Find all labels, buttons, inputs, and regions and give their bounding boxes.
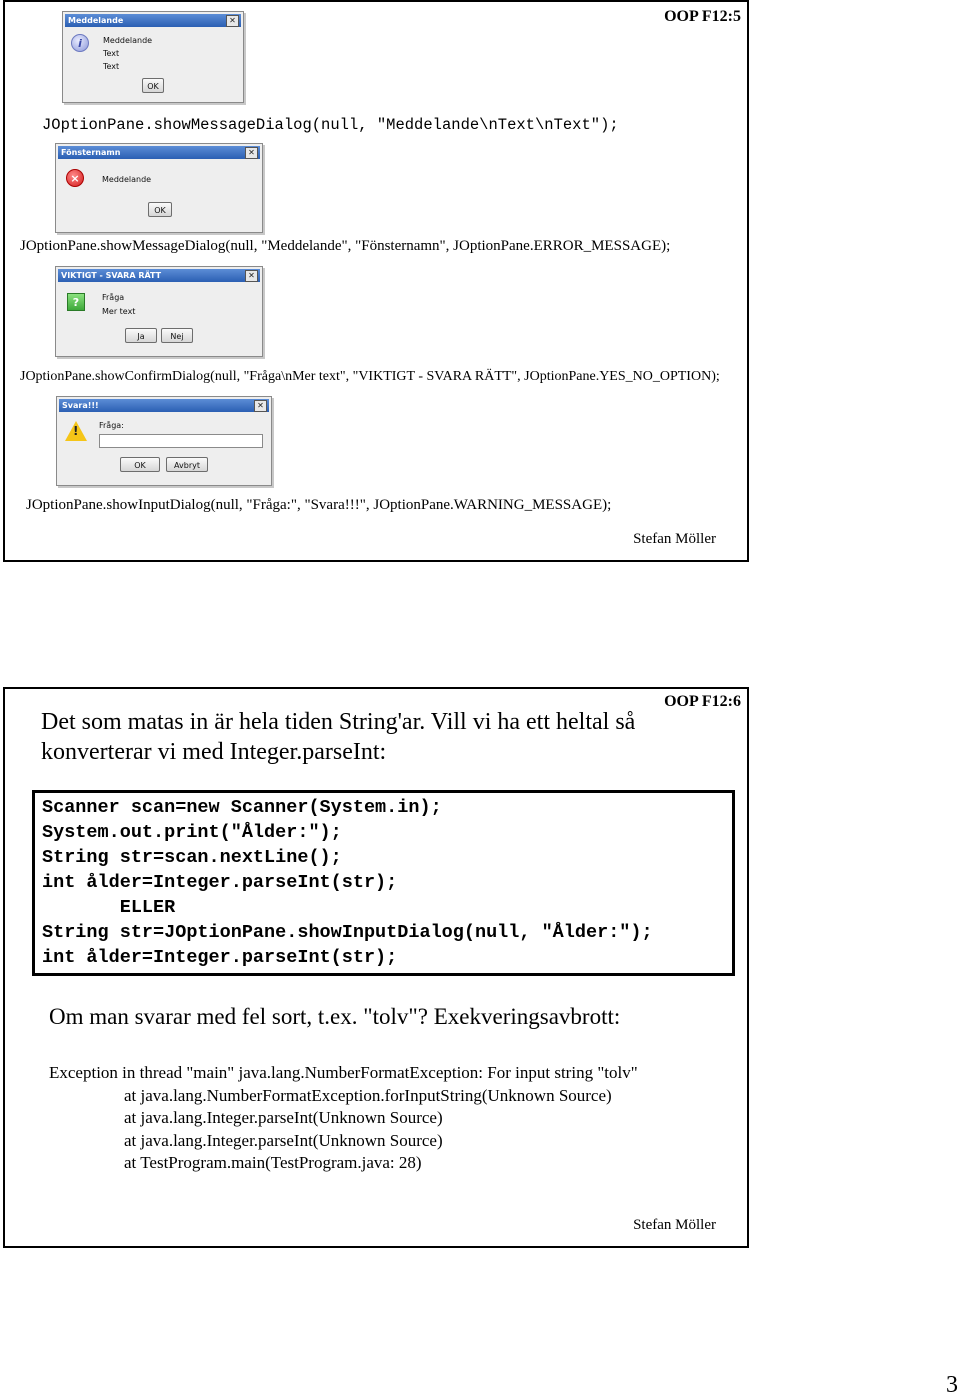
code-caption: JOptionPane.showInputDialog(null, "Fråga:", "Svara!!!", JOptionPane.WARNING_MESSAGE); [26, 497, 612, 513]
ok-button[interactable]: OK [148, 202, 172, 217]
cancel-button[interactable]: Avbryt [166, 457, 208, 472]
dialog-message-line: Fråga [102, 293, 125, 302]
confirm-dialog [55, 266, 263, 357]
stack-trace-line: Exception in thread "main" java.lang.NumberFormatException: For input string "tolv" [49, 1063, 638, 1082]
ok-button[interactable]: OK [120, 457, 160, 472]
stack-trace-line: at java.lang.NumberFormatException.forInputString(Unknown Source) [124, 1086, 612, 1105]
close-icon[interactable]: ✕ [245, 270, 258, 282]
code-caption: JOptionPane.showMessageDialog(null, "Meddelande\nText\nText"); [42, 116, 619, 134]
slide-oop-f12-5 [3, 0, 749, 562]
dialog-title: Svara!!! [62, 401, 99, 410]
intro-text-line: Det som matas in är hela tiden String'ar. Vill vi ha ett heltal så [41, 709, 636, 735]
question-text: Om man svarar med fel sort, t.ex. "tolv"? Exekveringsavbrott: [49, 1004, 621, 1029]
yes-button[interactable]: Ja [125, 328, 157, 343]
warning-icon-mark: ! [73, 424, 79, 438]
dialog-title-bar [58, 269, 260, 282]
code-line: System.out.print("Ålder:"); [42, 822, 342, 843]
info-icon: i [71, 34, 89, 52]
code-box [32, 790, 735, 976]
code-caption: JOptionPane.showMessageDialog(null, "Meddelande", "Fönsternamn", JOptionPane.ERROR_MESSAGE); [20, 238, 671, 254]
code-line: int ålder=Integer.parseInt(str); [42, 947, 398, 968]
code-caption: JOptionPane.showConfirmDialog(null, "Fråga\nMer text", "VIKTIGT - SVARA RÄTT", JOptionPane.YES_NO_OPTION); [20, 369, 720, 384]
ok-button[interactable]: OK [142, 78, 164, 93]
dialog-title-bar [65, 14, 241, 27]
code-line: String str=scan.nextLine(); [42, 847, 342, 868]
question-icon: ? [67, 293, 85, 311]
stack-trace-line: at java.lang.Integer.parseInt(Unknown Source) [124, 1108, 443, 1127]
dialog-message-line: Meddelande [102, 175, 152, 184]
answer-input[interactable] [99, 434, 263, 448]
error-dialog [55, 143, 263, 233]
code-line: Scanner scan=new Scanner(System.in); [42, 797, 442, 818]
dialog-message-line: Meddelande [103, 36, 153, 45]
message-dialog [62, 11, 244, 103]
error-icon: × [66, 169, 84, 187]
dialog-message-line: Mer text [102, 307, 136, 316]
no-button[interactable]: Nej [161, 328, 193, 343]
close-icon[interactable]: ✕ [226, 15, 239, 27]
stack-trace-line: at TestProgram.main(TestProgram.java: 28) [124, 1153, 422, 1172]
code-line: String str=JOptionPane.showInputDialog(null, "Ålder:"); [42, 922, 653, 943]
slide-number: OOP F12:6 [664, 693, 741, 710]
dialog-title-bar [59, 399, 269, 412]
code-line: ELLER [42, 897, 176, 918]
input-dialog [56, 396, 272, 486]
dialog-title: Fönsternamn [61, 148, 121, 157]
slide-oop-f12-6 [3, 687, 749, 1248]
dialog-title: Meddelande [68, 16, 124, 25]
dialog-message-line: Text [103, 62, 120, 71]
dialog-title-bar [58, 146, 260, 159]
dialog-title: VIKTIGT - SVARA RÄTT [61, 271, 162, 280]
dialog-message-line: Text [103, 49, 120, 58]
dialog-prompt: Fråga: [99, 421, 124, 430]
close-icon[interactable]: ✕ [245, 147, 258, 159]
intro-text-line: konverterar vi med Integer.parseInt: [41, 739, 387, 765]
stack-trace-line: at java.lang.Integer.parseInt(Unknown Source) [124, 1131, 443, 1150]
page-number: 3 [946, 1372, 958, 1398]
author: Stefan Möller [633, 531, 716, 547]
slide-number: OOP F12:5 [664, 8, 741, 25]
close-icon[interactable]: ✕ [254, 400, 267, 412]
author: Stefan Möller [633, 1217, 716, 1233]
code-line: int ålder=Integer.parseInt(str); [42, 872, 398, 893]
